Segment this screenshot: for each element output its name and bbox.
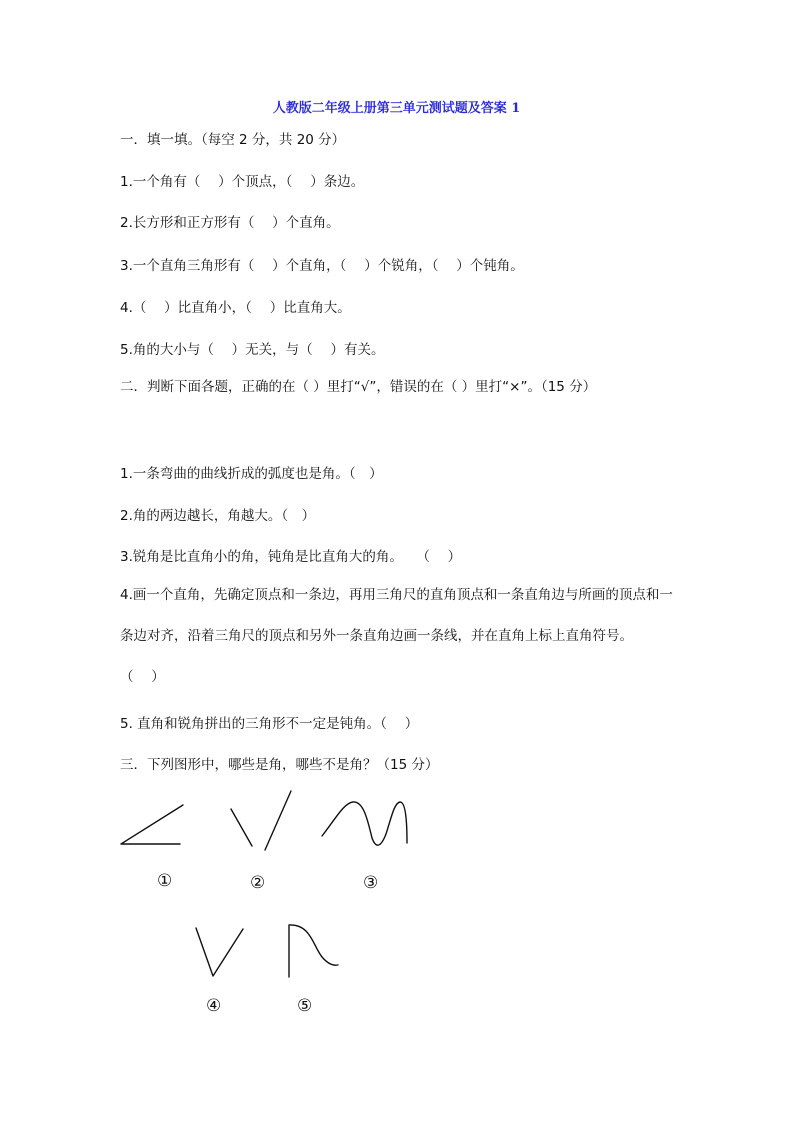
section1-heading: 一．填一填。（每空 2 分，共 20 分） (120, 132, 346, 148)
figure-label-5: ⑤ (297, 996, 313, 1016)
figure-3-curve (322, 802, 407, 845)
document-title: 人教版二年级上册第三单元测试题及答案 1 (272, 101, 521, 116)
section1-item-4: 4.（ ）比直角小，（ ）比直角大。 (120, 300, 351, 316)
section3-heading: 三．下列图形中，哪些是角，哪些不是角？（15 分） (120, 757, 439, 773)
section1-item-2: 2.长方形和正方形有（ ）个直角。 (120, 215, 340, 231)
figure-4-angle (196, 928, 243, 976)
figure-label-4: ④ (206, 996, 222, 1016)
figure-1-angle (121, 805, 183, 844)
section2-item-2: 2.角的两边越长，角越大。（ ） (120, 508, 316, 524)
section2-item-5: 5. 直角和锐角拼出的三角形不一定是钝角。（ ） (120, 716, 419, 732)
section2-item-1: 1.一条弯曲的曲线折成的弧度也是角。（ ） (120, 466, 383, 482)
section1-item-3: 3.一个直角三角形有（ ）个直角，（ ）个锐角，（ ）个钝角。 (120, 258, 524, 274)
figure-2-lines (231, 791, 291, 850)
section1-item-5: 5.角的大小与（ ）无关，与（ ）有关。 (120, 342, 385, 358)
figure-label-1: ① (157, 871, 173, 891)
figure-label-3: ③ (363, 873, 379, 893)
figure-label-2: ② (250, 873, 266, 893)
section2-heading: 二．判断下面各题，正确的在（ ）里打“√”，错误的在（ ）里打“×”。（15 分） (120, 379, 597, 395)
figure-5-shape (289, 925, 338, 977)
section1-item-1: 1.一个角有（ ）个顶点，（ ）条边。 (120, 174, 365, 190)
section2-item-3: 3.锐角是比直角小的角，钝角是比直角大的角。 （ ） (120, 549, 462, 565)
section2-item-4: 4.画一个直角，先确定顶点和一条边，再用三角尺的直角顶点和一条直角边与所画的顶点和一条边对齐，沿着三角尺的顶点和另外一条直角边画一条线，并在直角上标上直角符号。 （ ） (120, 587, 721, 685)
